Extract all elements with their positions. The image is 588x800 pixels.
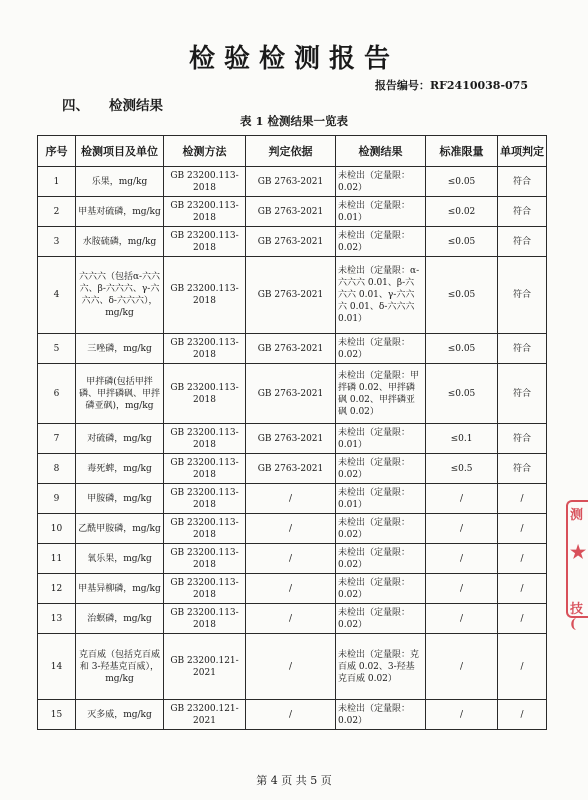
cell-verdict: / [498, 574, 547, 604]
col-header-item: 检测项目及单位 [76, 136, 164, 167]
cell-item: 毒死蜱，mg/kg [76, 454, 164, 484]
cell-method: GB 23200.121-2021 [164, 700, 246, 730]
cell-no: 5 [38, 334, 76, 364]
cell-basis: / [246, 514, 336, 544]
cell-result: 未检出（定量限：甲拌磷 0.02、甲拌磷砜 0.02、甲拌磷亚砜 0.02） [336, 364, 426, 424]
report-number-label: 报告编号： [374, 79, 430, 92]
cell-verdict: / [498, 700, 547, 730]
report-number-value: RF2410038-075 [429, 79, 528, 92]
table-row [38, 197, 547, 227]
table-row [38, 484, 547, 514]
cell-method: GB 23200.113-2018 [164, 544, 246, 574]
cell-item: 水胺硫磷，mg/kg [76, 227, 164, 257]
cell-method: GB 23200.113-2018 [164, 514, 246, 544]
cell-basis: / [246, 574, 336, 604]
cell-method: GB 23200.113-2018 [164, 167, 246, 197]
cell-no: 10 [38, 514, 76, 544]
cell-item: 三唑磷，mg/kg [76, 334, 164, 364]
table-row [38, 544, 547, 574]
seal-text-top: 测 [570, 508, 584, 523]
cell-method: GB 23200.113-2018 [164, 454, 246, 484]
cell-result: 未检出（定量限：0.02） [336, 334, 426, 364]
cell-method: GB 23200.113-2018 [164, 574, 246, 604]
cell-item: 六六六（包括α-六六六、β-六六六、γ-六六六、δ-六六六），mg/kg [76, 257, 164, 334]
cell-result: 未检出（定量限：0.01） [336, 484, 426, 514]
cell-verdict: 符合 [498, 334, 547, 364]
cell-basis: / [246, 484, 336, 514]
cell-limit: ≤0.05 [426, 167, 498, 197]
cell-basis: / [246, 544, 336, 574]
cell-no: 4 [38, 257, 76, 334]
cell-method: GB 23200.113-2018 [164, 197, 246, 227]
cell-limit: / [426, 484, 498, 514]
cell-item: 甲基对硫磷，mg/kg [76, 197, 164, 227]
cell-method: GB 23200.113-2018 [164, 604, 246, 634]
cell-basis: GB 2763-2021 [246, 197, 336, 227]
cell-no: 3 [38, 227, 76, 257]
cell-basis: / [246, 700, 336, 730]
cell-verdict: 符合 [498, 424, 547, 454]
cell-limit: ≤0.5 [426, 454, 498, 484]
col-header-method: 检测方法 [164, 136, 246, 167]
table-header-row [38, 136, 547, 167]
cell-method: GB 23200.113-2018 [164, 227, 246, 257]
page-footer: 第 4 页 共 5 页 [256, 774, 332, 787]
cell-basis: GB 2763-2021 [246, 257, 336, 334]
cell-item: 对硫磷，mg/kg [76, 424, 164, 454]
cell-result: 未检出（定量限：0.01） [336, 424, 426, 454]
cell-limit: / [426, 604, 498, 634]
section-title: 检测结果 [109, 98, 163, 114]
cell-no: 8 [38, 454, 76, 484]
cell-verdict: / [498, 514, 547, 544]
cell-no: 1 [38, 167, 76, 197]
report-title: 检验检测报告 [188, 44, 399, 74]
cell-result: 未检出（定量限：0.02） [336, 454, 426, 484]
seal-star-icon: ★ [570, 542, 587, 563]
cell-item: 甲基异柳磷，mg/kg [76, 574, 164, 604]
cell-no: 2 [38, 197, 76, 227]
cell-basis: / [246, 604, 336, 634]
col-header-result: 检测结果 [336, 136, 426, 167]
cell-limit: / [426, 574, 498, 604]
table-row [38, 454, 547, 484]
cell-item: 乐果，mg/kg [76, 167, 164, 197]
cell-verdict: / [498, 604, 547, 634]
cell-method: GB 23200.113-2018 [164, 484, 246, 514]
cell-result: 未检出（定量限：0.02） [336, 167, 426, 197]
cell-result: 未检出（定量限：0.02） [336, 544, 426, 574]
cell-limit: ≤0.02 [426, 197, 498, 227]
report-number [375, 77, 528, 93]
table-row [38, 424, 547, 454]
cell-basis: GB 2763-2021 [246, 334, 336, 364]
cell-basis: GB 2763-2021 [246, 167, 336, 197]
cell-basis: / [246, 634, 336, 700]
cell-no: 7 [38, 424, 76, 454]
cell-basis: GB 2763-2021 [246, 364, 336, 424]
cell-item: 克百威（包括克百威和 3-羟基克百威），mg/kg [76, 634, 164, 700]
cell-result: 未检出（定量限：α-六六六 0.01、β-六六六 0.01、γ-六六六 0.01、δ-六六六 0.01） [336, 257, 426, 334]
table-row [38, 364, 547, 424]
cell-verdict: 符合 [498, 197, 547, 227]
table-row [38, 604, 547, 634]
cell-basis: GB 2763-2021 [246, 454, 336, 484]
table-row [38, 634, 547, 700]
cell-limit: ≤0.1 [426, 424, 498, 454]
seal-text-bottom: 技( [570, 602, 584, 632]
cell-no: 12 [38, 574, 76, 604]
cell-item: 甲拌磷(包括甲拌磷、甲拌磷砜、甲拌磷亚砜)，mg/kg [76, 364, 164, 424]
cell-verdict: 符合 [498, 364, 547, 424]
cell-no: 6 [38, 364, 76, 424]
cell-verdict: 符合 [498, 227, 547, 257]
cell-verdict: 符合 [498, 454, 547, 484]
cell-method: GB 23200.113-2018 [164, 364, 246, 424]
cell-no: 14 [38, 634, 76, 700]
cell-no: 13 [38, 604, 76, 634]
cell-result: 未检出（定量限：0.02） [336, 227, 426, 257]
cell-item: 治螟磷，mg/kg [76, 604, 164, 634]
cell-limit: / [426, 634, 498, 700]
cell-result: 未检出（定量限：0.02） [336, 574, 426, 604]
section-heading [62, 94, 163, 114]
table-row [38, 700, 547, 730]
cell-result: 未检出（定量限：0.02） [336, 514, 426, 544]
table-row [38, 257, 547, 334]
cell-basis: GB 2763-2021 [246, 424, 336, 454]
cell-result: 未检出（定量限：0.01） [336, 197, 426, 227]
cell-result: 未检出（定量限：0.02） [336, 700, 426, 730]
cell-verdict: / [498, 634, 547, 700]
col-header-no: 序号 [38, 136, 76, 167]
cell-verdict: 符合 [498, 167, 547, 197]
table-row [38, 334, 547, 364]
cell-item: 甲胺磷，mg/kg [76, 484, 164, 514]
cell-item: 氧乐果，mg/kg [76, 544, 164, 574]
table-row [38, 514, 547, 544]
cell-no: 15 [38, 700, 76, 730]
table-row [38, 227, 547, 257]
table-row [38, 167, 547, 197]
cell-verdict: / [498, 544, 547, 574]
cell-basis: GB 2763-2021 [246, 227, 336, 257]
table-row [38, 574, 547, 604]
cell-limit: / [426, 700, 498, 730]
official-seal-stamp [566, 500, 588, 632]
col-header-limit: 标准限量 [426, 136, 498, 167]
table-caption: 表 1 检测结果一览表 [239, 114, 348, 128]
cell-method: GB 23200.113-2018 [164, 424, 246, 454]
cell-limit: / [426, 514, 498, 544]
cell-verdict: / [498, 484, 547, 514]
results-table [37, 135, 547, 730]
cell-item: 乙酰甲胺磷，mg/kg [76, 514, 164, 544]
cell-limit: / [426, 544, 498, 574]
cell-limit: ≤0.05 [426, 334, 498, 364]
cell-limit: ≤0.05 [426, 257, 498, 334]
cell-item: 灭多威，mg/kg [76, 700, 164, 730]
cell-no: 9 [38, 484, 76, 514]
cell-result: 未检出（定量限：克百威 0.02、3-羟基克百威 0.02） [336, 634, 426, 700]
col-header-basis: 判定依据 [246, 136, 336, 167]
section-number: 四、 [62, 98, 89, 114]
cell-limit: ≤0.05 [426, 227, 498, 257]
col-header-verdict: 单项判定 [498, 136, 547, 167]
cell-result: 未检出（定量限：0.02） [336, 604, 426, 634]
cell-limit: ≤0.05 [426, 364, 498, 424]
cell-verdict: 符合 [498, 257, 547, 334]
cell-method: GB 23200.113-2018 [164, 257, 246, 334]
cell-method: GB 23200.121-2021 [164, 634, 246, 700]
cell-no: 11 [38, 544, 76, 574]
cell-method: GB 23200.113-2018 [164, 334, 246, 364]
